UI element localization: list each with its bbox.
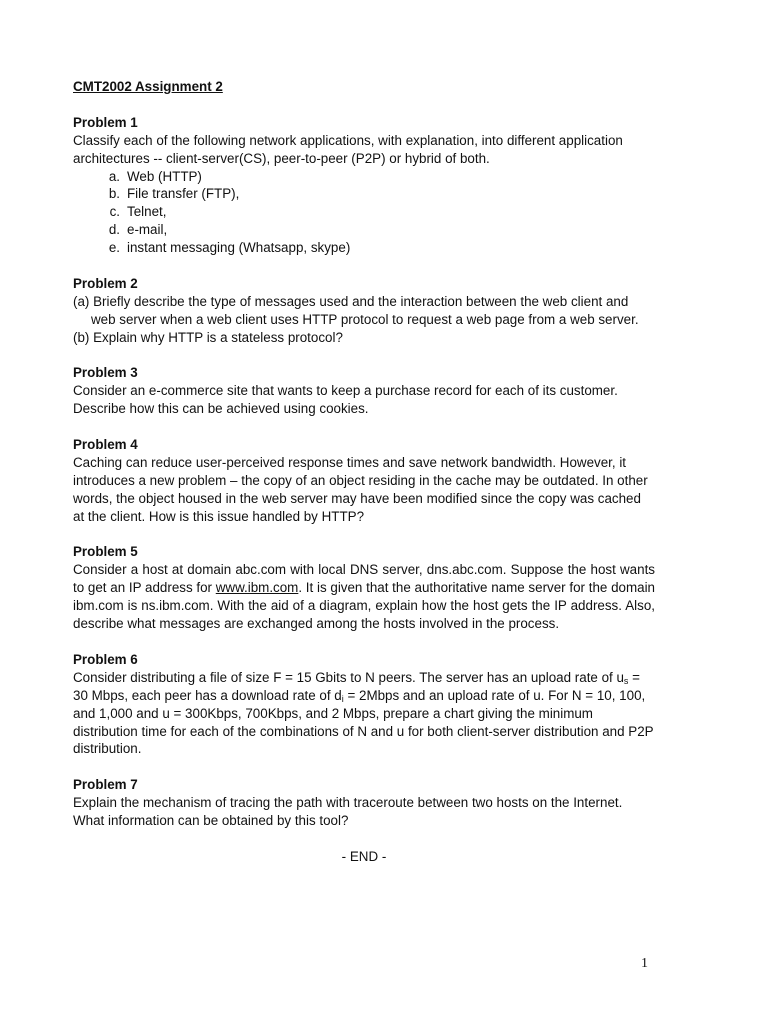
problem-2 xyxy=(73,275,655,347)
problem-heading: Problem 1 xyxy=(73,114,138,130)
problem-7 xyxy=(73,776,655,830)
list-item-text: e-mail, xyxy=(127,222,168,238)
list-marker: c. xyxy=(109,204,120,220)
list-item xyxy=(73,221,655,239)
document-page xyxy=(73,78,655,866)
ibm-link[interactable]: www.ibm.com xyxy=(215,580,299,596)
document-title: CMT2002 Assignment 2 xyxy=(73,79,223,94)
problem-text: Classify each of the following network applications, with explanation, into different application architectures -- client-server(CS), peer-to-peer (P2P) or hybrid of both. xyxy=(73,132,623,166)
problem-1 xyxy=(73,114,655,257)
problem-heading: Problem 5 xyxy=(73,544,138,560)
list-item-text: instant messaging (Whatsapp, skype) xyxy=(127,240,351,256)
problem-text xyxy=(73,561,655,633)
problem-text: Caching can reduce user-perceived response times and save network bandwidth. However, it introduces a new problem – the copy of an object residing in the cache may be outdated. In other words, the object housed in the web server may have been modified since the copy was cached at the client. How is this issue handled by HTTP? xyxy=(73,454,648,524)
problem-part-b: (b) Explain why HTTP is a stateless protocol? xyxy=(73,329,343,345)
problem-heading: Problem 3 xyxy=(73,365,138,381)
problem-heading: Problem 2 xyxy=(73,275,138,291)
list-item-text: Telnet, xyxy=(127,204,167,220)
list-item xyxy=(73,203,655,221)
list-item-text: File transfer (FTP), xyxy=(127,186,240,202)
list-item xyxy=(73,185,655,203)
list-item xyxy=(73,168,655,186)
problem-text-end: . It is given that the authoritative name server for the domain ibm.com is ns.ibm.com. With the aid of a diagram, explain how the host gets the IP address. Also, describe what messages are exchanged among the hosts involved in the process. xyxy=(73,580,655,632)
problem-3 xyxy=(73,364,655,418)
end-marker: - END - xyxy=(341,848,387,864)
problem-text-part: Consider distributing a file of size F = 15 Gbits to N peers. The server has an upload rate of u xyxy=(73,669,624,685)
problem-6 xyxy=(73,651,655,758)
subscript-i: i xyxy=(341,693,344,704)
page-number: 1 xyxy=(641,956,648,971)
list-marker: b. xyxy=(108,186,120,202)
problem-text xyxy=(73,669,655,759)
problem-text: Consider an e-commerce site that wants to keep a purchase record for each of its customer. Describe how this can be achieved using cookies. xyxy=(73,383,618,417)
subscript-s: s xyxy=(623,675,629,686)
problem-text-part: = 30 Mbps, each peer has a download rate of d xyxy=(73,669,640,703)
list-item xyxy=(73,239,655,257)
list-marker: d. xyxy=(108,222,120,238)
list-marker: e. xyxy=(108,240,120,256)
problem-4 xyxy=(73,436,655,526)
list-marker: a. xyxy=(108,168,120,184)
problem-5 xyxy=(73,543,655,633)
problem-text-part: = 2Mbps and an upload rate of u. For N = 10, 100, and 1,000 and u = 300Kbps, 700Kbps, and 2 Mbps, prepare a chart giving the minimum distribution time for each of the combinations of N and u for both client-server distribution and P2P distribution. xyxy=(73,687,654,757)
problem-text: Explain the mechanism of tracing the path with traceroute between two hosts on the Internet. What information can be obtained by this tool? xyxy=(73,795,623,829)
application-list xyxy=(73,168,655,258)
problem-text-start: Consider a host at domain abc.com with local DNS server, dns.abc.com. Suppose the host wants to get an IP address for xyxy=(73,562,655,596)
problem-heading: Problem 7 xyxy=(73,777,138,793)
problem-part-a: (a) Briefly describe the type of messages used and the interaction between the web client and web server when a web client uses HTTP protocol to request a web page from a web server. xyxy=(73,293,639,327)
list-item-text: Web (HTTP) xyxy=(127,168,202,184)
problem-heading: Problem 6 xyxy=(73,651,138,667)
problem-heading: Problem 4 xyxy=(73,437,138,453)
